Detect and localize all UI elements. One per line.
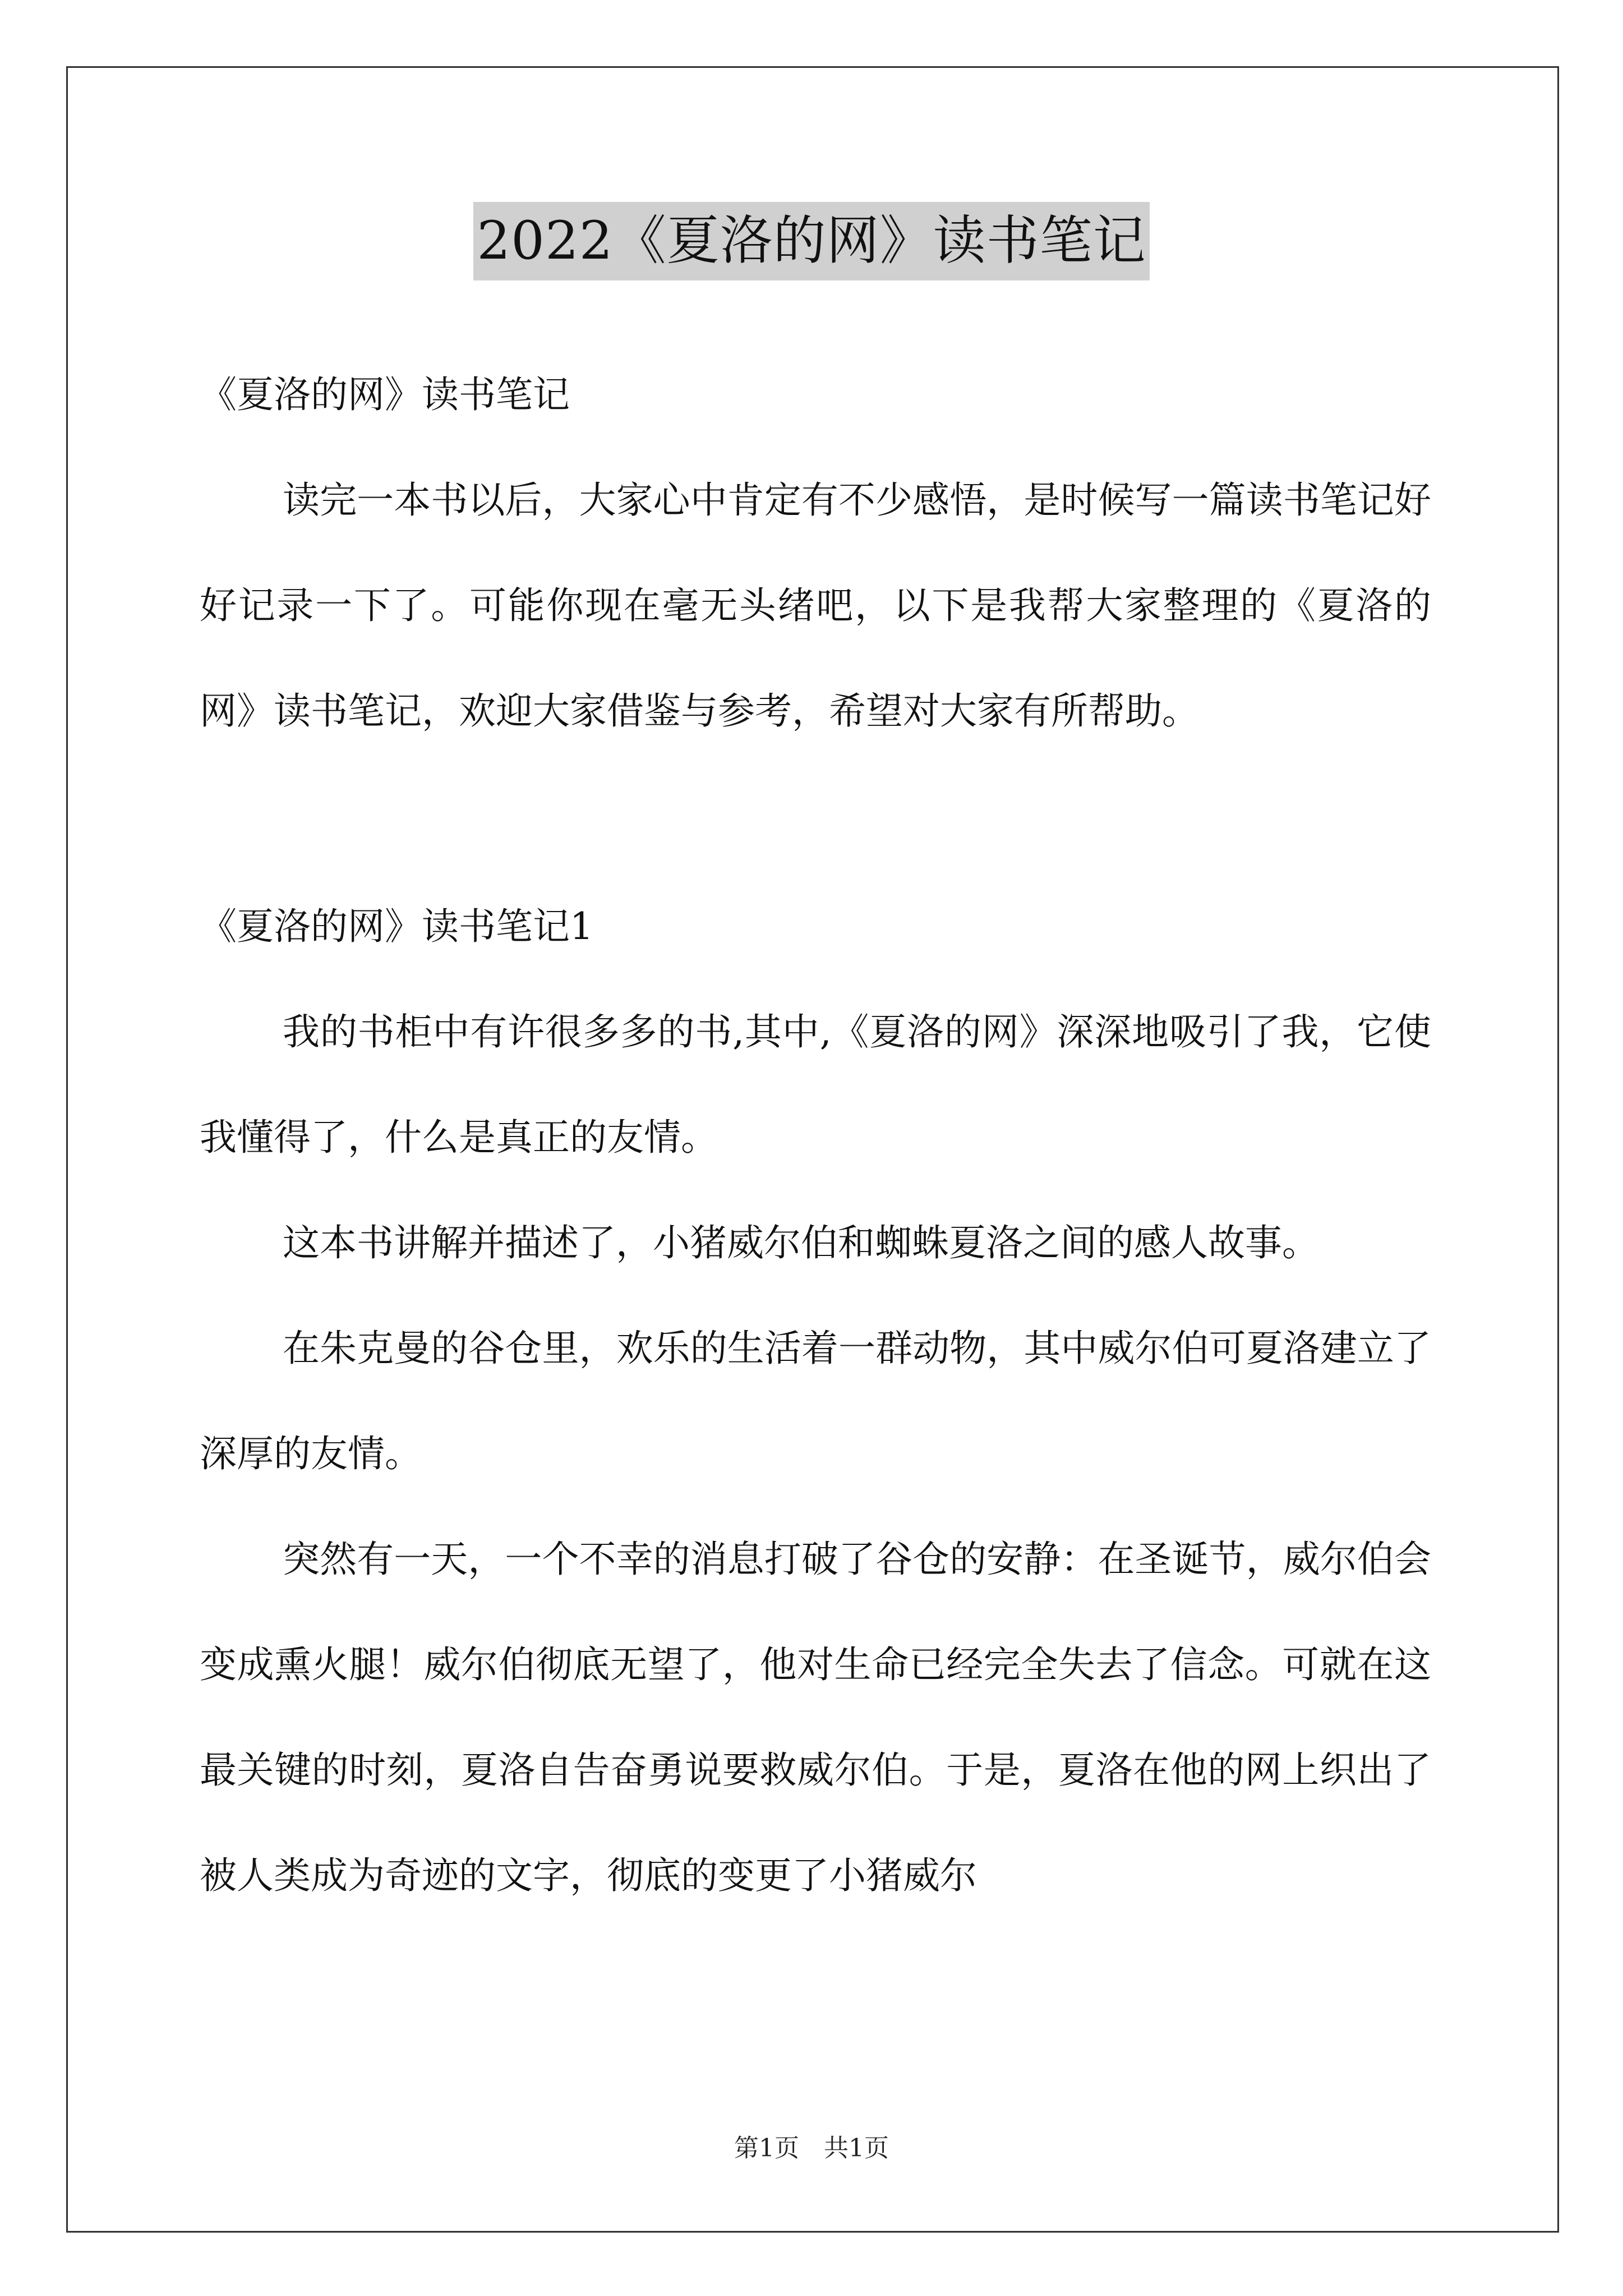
title-container: [0, 202, 1623, 280]
body-paragraph: 突然有一天，一个不幸的消息打破了谷仓的安静：在圣诞节，威尔伯会变成熏火腿！威尔伯彻底无望了，他对生命已经完全失去了信念。可就在这最关键的时刻，夏洛自告奋勇说要救威尔伯。于是，夏洛在他的网上织出了被人类成为奇迹的文字，彻底的变更了小猪威尔: [200, 1538, 1431, 1897]
section-heading: 《夏洛的网》读书笔记1: [200, 905, 593, 948]
page-footer: 第1页 共1页: [734, 2134, 889, 2162]
body-paragraph: 这本书讲解并描述了，小猪威尔伯和蜘蛛夏洛之间的感人故事。: [283, 1221, 1319, 1264]
document-body: [200, 342, 1431, 1929]
body-paragraph: 在朱克曼的谷仓里，欢乐的生活着一群动物，其中威尔伯可夏洛建立了深厚的友情。: [200, 1327, 1431, 1475]
document-subtitle: 《夏洛的网》读书笔记: [200, 373, 570, 416]
section-gap: [200, 764, 1431, 874]
body-paragraph: 我的书柜中有许很多多的书,其中,《夏洛的网》深深地吸引了我，它使我懂得了，什么是真正的友情。: [200, 1010, 1431, 1159]
document-title: 2022《夏洛的网》读书笔记: [473, 202, 1149, 280]
intro-paragraph: 读完一本书以后，大家心中肯定有不少感悟，是时候写一篇读书笔记好好记录一下了。可能你现在毫无头绪吧，以下是我帮大家整理的《夏洛的网》读书笔记，欢迎大家借鉴与参考，希望对大家有所帮助。: [200, 478, 1431, 733]
